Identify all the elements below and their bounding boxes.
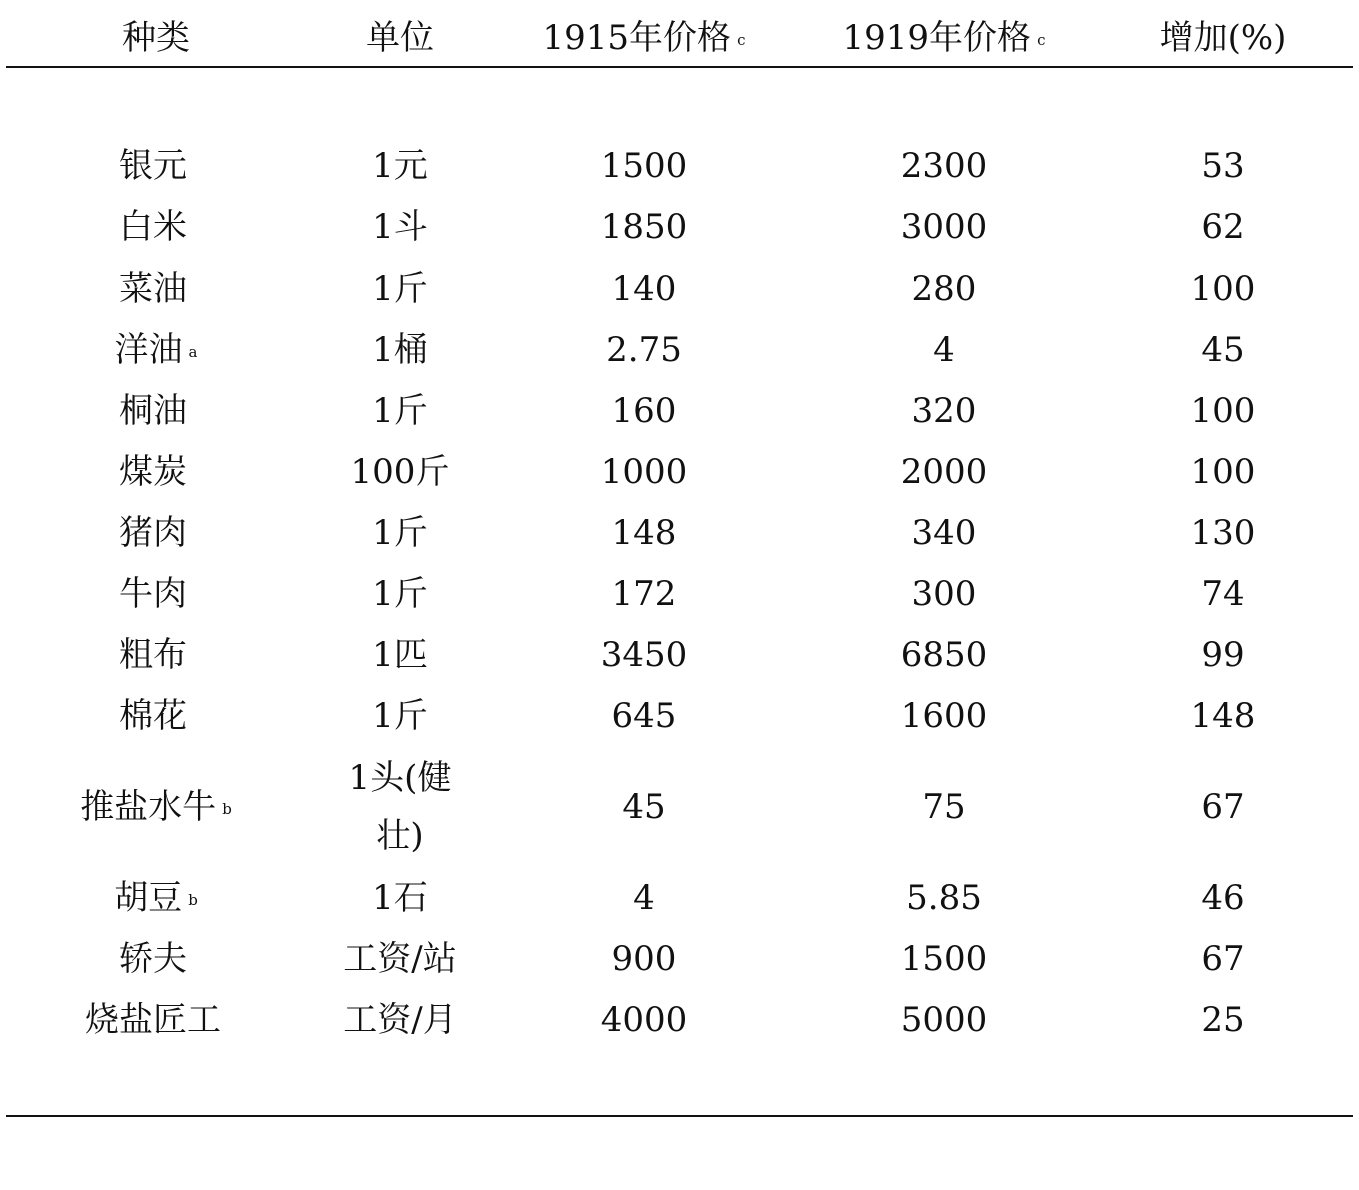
cell-unit: 1斤 — [372, 696, 428, 736]
footnote-marker: a — [188, 343, 198, 361]
cell-kind: 牛肉 — [119, 574, 187, 614]
cell-unit: 1斤 — [372, 391, 428, 431]
cell-price-1915: 900 — [611, 939, 677, 979]
cell-kind: 烧盐匠工 — [85, 1000, 221, 1040]
cell-kind: 洋油 $^a$ — [114, 330, 198, 370]
footnote-marker: b — [222, 800, 232, 818]
cell-kind: 棉花 — [119, 696, 187, 736]
cell-price-1919: 1600 — [900, 696, 988, 736]
cell-unit: 1斤 — [372, 574, 428, 614]
cell-kind: 推盐水牛 $^b$ — [80, 787, 232, 827]
cell-price-1919: 75 — [922, 787, 966, 827]
header-price-1915: 1915年价格 $^c$ — [542, 18, 746, 58]
cell-kind: 菜油 — [119, 269, 187, 309]
cell-unit: 1斗 — [372, 207, 428, 247]
cell-price-1915: 148 — [611, 513, 677, 553]
cell-kind: 桐油 — [119, 391, 187, 431]
cell-increase: 46 — [1201, 878, 1245, 918]
cell-price-1915: 45 — [622, 787, 666, 827]
cell-increase: 25 — [1201, 1000, 1245, 1040]
cell-increase: 67 — [1201, 939, 1245, 979]
cell-price-1915: 2.75 — [606, 330, 682, 370]
cell-unit: 1头(健壮) — [348, 758, 452, 856]
cell-kind: 粗布 — [119, 635, 187, 675]
cell-unit: 1斤 — [372, 269, 428, 309]
header-increase: 增加(%) — [1159, 18, 1287, 58]
cell-price-1915: 1500 — [600, 146, 688, 186]
cell-price-1919: 4 — [933, 330, 955, 370]
cell-increase: 99 — [1201, 635, 1245, 675]
cell-price-1915: 140 — [611, 269, 677, 309]
cell-increase: 53 — [1201, 146, 1245, 186]
cell-price-1919: 3000 — [900, 207, 988, 247]
cell-unit: 1斤 — [372, 513, 428, 553]
cell-increase: 100 — [1190, 452, 1256, 492]
header-price-1919: 1919年价格 $^c$ — [842, 18, 1046, 58]
cell-unit: 1桶 — [372, 330, 428, 370]
cell-price-1915: 1850 — [600, 207, 688, 247]
cell-price-1919: 340 — [911, 513, 977, 553]
cell-kind: 银元 — [119, 146, 187, 186]
cell-increase: 100 — [1190, 391, 1256, 431]
cell-kind: 猪肉 — [119, 513, 187, 553]
cell-increase: 130 — [1190, 513, 1256, 553]
bottom-rule — [6, 1115, 1353, 1117]
header-unit: 单位 — [366, 18, 434, 58]
cell-price-1915: 172 — [611, 574, 677, 614]
cell-increase: 62 — [1201, 207, 1245, 247]
cell-increase: 67 — [1201, 787, 1245, 827]
cell-price-1919: 5000 — [900, 1000, 988, 1040]
cell-price-1919: 320 — [911, 391, 977, 431]
cell-price-1915: 160 — [611, 391, 677, 431]
cell-unit: 工资/月 — [343, 1000, 457, 1040]
cell-price-1919: 280 — [911, 269, 977, 309]
cell-increase: 148 — [1190, 696, 1256, 736]
cell-kind: 白米 — [119, 207, 187, 247]
cell-kind: 轿夫 — [119, 939, 187, 979]
cell-price-1915: 4000 — [600, 1000, 688, 1040]
cell-increase: 74 — [1201, 574, 1245, 614]
cell-unit: 1元 — [372, 146, 428, 186]
cell-price-1915: 4 — [633, 878, 655, 918]
cell-increase: 100 — [1190, 269, 1256, 309]
cell-unit: 1石 — [372, 878, 428, 918]
cell-kind: 煤炭 — [119, 452, 187, 492]
footnote-marker: c — [737, 31, 746, 49]
cell-unit: 100斤 — [350, 452, 450, 492]
cell-unit: 1匹 — [372, 635, 428, 675]
cell-price-1919: 6850 — [900, 635, 988, 675]
cell-price-1919: 1500 — [900, 939, 988, 979]
cell-increase: 45 — [1201, 330, 1245, 370]
top-rule — [6, 66, 1353, 68]
cell-price-1915: 1000 — [600, 452, 688, 492]
cell-price-1919: 2000 — [900, 452, 988, 492]
cell-unit: 工资/站 — [343, 939, 457, 979]
cell-price-1919: 5.85 — [906, 878, 982, 918]
cell-price-1915: 3450 — [600, 635, 688, 675]
cell-price-1919: 300 — [911, 574, 977, 614]
footnote-marker: b — [188, 891, 198, 909]
header-kind: 种类 — [122, 18, 190, 58]
cell-kind: 胡豆 $^b$ — [114, 878, 198, 918]
footnote-marker: c — [1037, 31, 1046, 49]
cell-price-1915: 645 — [611, 696, 677, 736]
cell-price-1919: 2300 — [900, 146, 988, 186]
